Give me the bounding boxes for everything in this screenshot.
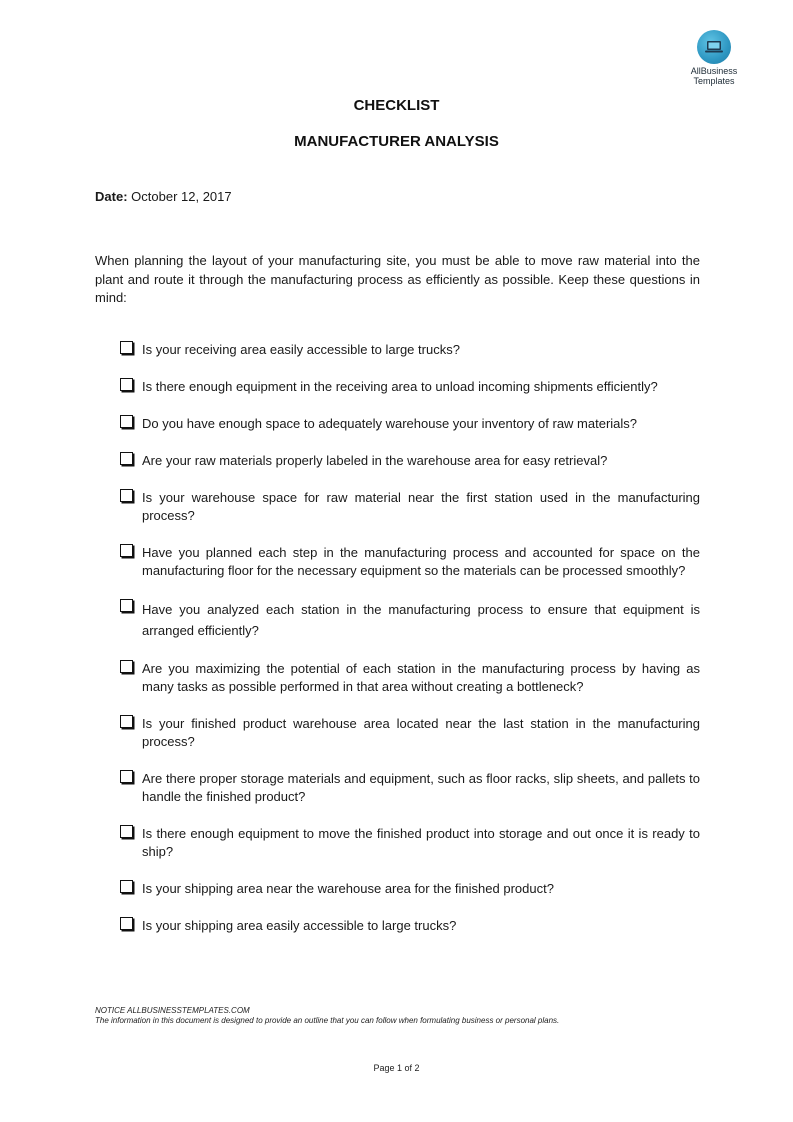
checklist-item-text: Is your receiving area easily accessible to large trucks? <box>142 342 460 357</box>
checklist-item-text: Is there enough equipment to move the finished product into storage and out once it is ready to ship? <box>142 826 700 859</box>
checklist-item <box>120 378 700 396</box>
checklist-item <box>120 341 700 359</box>
checkbox[interactable] <box>120 489 133 502</box>
checkbox[interactable] <box>120 341 133 354</box>
checkbox[interactable] <box>120 770 133 783</box>
laptop-icon <box>704 39 724 55</box>
page-number: Page 1 of 2 <box>373 1063 420 1073</box>
checkbox[interactable] <box>120 880 133 893</box>
checklist-item-text: Is your shipping area easily accessible to large trucks? <box>142 918 457 933</box>
date-line: Date: October 12, 2017 <box>95 189 232 204</box>
checklist-item-text: Are you maximizing the potential of each station in the manufacturing process by having as many tasks as possible performed in that area without creating a bottleneck? <box>142 661 700 694</box>
checklist-item <box>120 917 700 935</box>
checklist-item-text: Is your finished product warehouse area located near the last station in the manufacturing process? <box>142 716 700 749</box>
checklist-item <box>120 544 700 580</box>
checklist-item-text: Is your warehouse space for raw material near the first station used in the manufacturing process? <box>142 490 700 523</box>
checkbox[interactable] <box>120 378 133 391</box>
checkbox[interactable] <box>120 452 133 465</box>
page-subtitle: MANUFACTURER ANALYSIS <box>294 133 499 150</box>
checklist-item-text: Have you analyzed each station in the manufacturing process to ensure that equipment is arranged efficiently? <box>142 602 700 638</box>
checklist-item-text: Are there proper storage materials and equipment, such as floor racks, slip sheets, and pallets to handle the finished product? <box>142 771 700 804</box>
checklist-item-text: Do you have enough space to adequately warehouse your inventory of raw materials? <box>142 416 638 431</box>
notice-title: NOTICE ALLBUSINESSTEMPLATES.COM <box>95 1006 250 1015</box>
checklist-item <box>120 880 700 898</box>
date-value: October 12, 2017 <box>131 189 232 204</box>
logo-line-1: AllBusiness <box>690 66 738 76</box>
checklist-item <box>120 770 700 806</box>
checklist-item <box>120 825 700 861</box>
checkbox[interactable] <box>120 599 133 612</box>
checkbox[interactable] <box>120 415 133 428</box>
date-label: Date <box>95 189 124 204</box>
checklist-item <box>120 452 700 470</box>
checklist-item-text: Are your raw materials properly labeled in the warehouse area for easy retrieval? <box>142 453 608 468</box>
checklist <box>120 341 700 954</box>
checkbox[interactable] <box>120 917 133 930</box>
footer-notice <box>95 1006 559 1026</box>
checkbox[interactable] <box>120 660 133 673</box>
checklist-item <box>120 715 700 751</box>
checklist-item <box>120 415 700 433</box>
checklist-item-text: Is there enough equipment in the receiving area to unload incoming shipments efficiently? <box>142 379 658 394</box>
checklist-item-text: Have you planned each step in the manufacturing process and accounted for space on the manufacturing floor for the necessary equipment so the materials can be processed smoothly? <box>142 545 700 578</box>
logo-line-2: Templates <box>693 76 735 86</box>
intro-paragraph: When planning the layout of your manufacturing site, you must be able to move raw material into the plant and route it through the manufacturing process as efficiently as possible. Keep these questions in mind: <box>95 253 700 305</box>
company-logo <box>683 30 745 86</box>
checkbox[interactable] <box>120 544 133 557</box>
checklist-item <box>120 489 700 525</box>
notice-text: The information in this document is designed to provide an outline that you can follow when formulating business or personal plans. <box>95 1016 560 1025</box>
checklist-item <box>120 599 700 641</box>
page-title: CHECKLIST <box>353 97 440 114</box>
checkbox[interactable] <box>120 825 133 838</box>
checklist-item <box>120 660 700 696</box>
logo-badge <box>697 30 731 64</box>
checklist-item-text: Is your shipping area near the warehouse area for the finished product? <box>142 881 554 896</box>
checkbox[interactable] <box>120 715 133 728</box>
